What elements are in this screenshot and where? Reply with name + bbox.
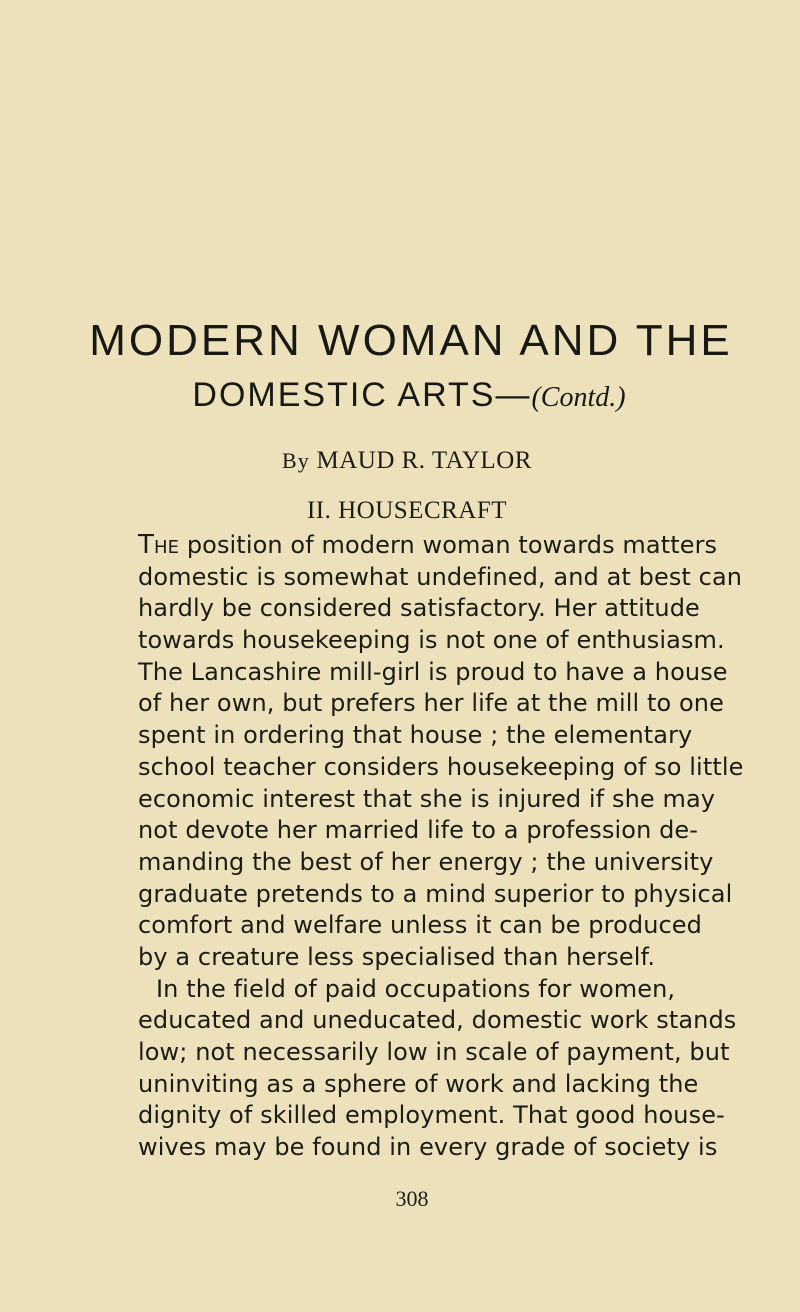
text-line: spent in ordering that house ; the elementary [138,721,693,750]
text-line: by a creature less specialised than herself. [138,942,656,971]
byline-prefix: By [282,448,310,473]
first-word: The [138,530,180,560]
text-line: educated and uneducated, domestic work stands [138,1006,737,1035]
text-line: uninviting as a sphere of work and lacking the [138,1069,699,1098]
byline [0,447,800,475]
text-line: In the field of paid occupations for women, [156,974,676,1003]
text-line: towards housekeeping is not one of enthusiasm. [138,626,725,655]
text-line-content: position of modern woman towards matters [179,531,718,559]
text-line [138,530,778,562]
continued-note: (Contd.) [531,382,626,413]
text-line: manding the best of her energy ; the university [138,847,714,876]
text-line: comfort and welfare unless it can be produced [138,911,702,940]
text-line: economic interest that she is injured if she may [138,784,716,813]
text-line: low; not necessarily low in scale of payment, but [138,1038,730,1066]
text-line: school teacher considers housekeeping of so little [138,752,744,781]
text-line: hardly be considered satisfactory. Her attitude [138,594,700,623]
article-title-line-2 [0,376,800,415]
text-line: dignity of skilled employment. That good house- [138,1101,725,1130]
author-name: MAUD R. TAYLOR [316,447,532,474]
text-line: wives may be found in every grade of society is [138,1133,718,1162]
text-line: not devote her married life to a profession de- [138,816,699,845]
text-line: domestic is somewhat undefined, and at best can [138,562,743,591]
body-text [138,530,778,1164]
section-heading: II. HOUSECRAFT [306,497,508,524]
text-line: of her own, but prefers her life at the mill to one [138,689,724,718]
text-line: The Lancashire mill-girl is proud to have a house [138,657,728,686]
article-title-main: DOMESTIC ARTS— [192,376,532,414]
text-line: graduate pretends to a mind superior to physical [138,879,733,908]
article-title-line-1: MODERN WOMAN AND THE [89,316,733,365]
page-number: 308 [395,1186,429,1211]
